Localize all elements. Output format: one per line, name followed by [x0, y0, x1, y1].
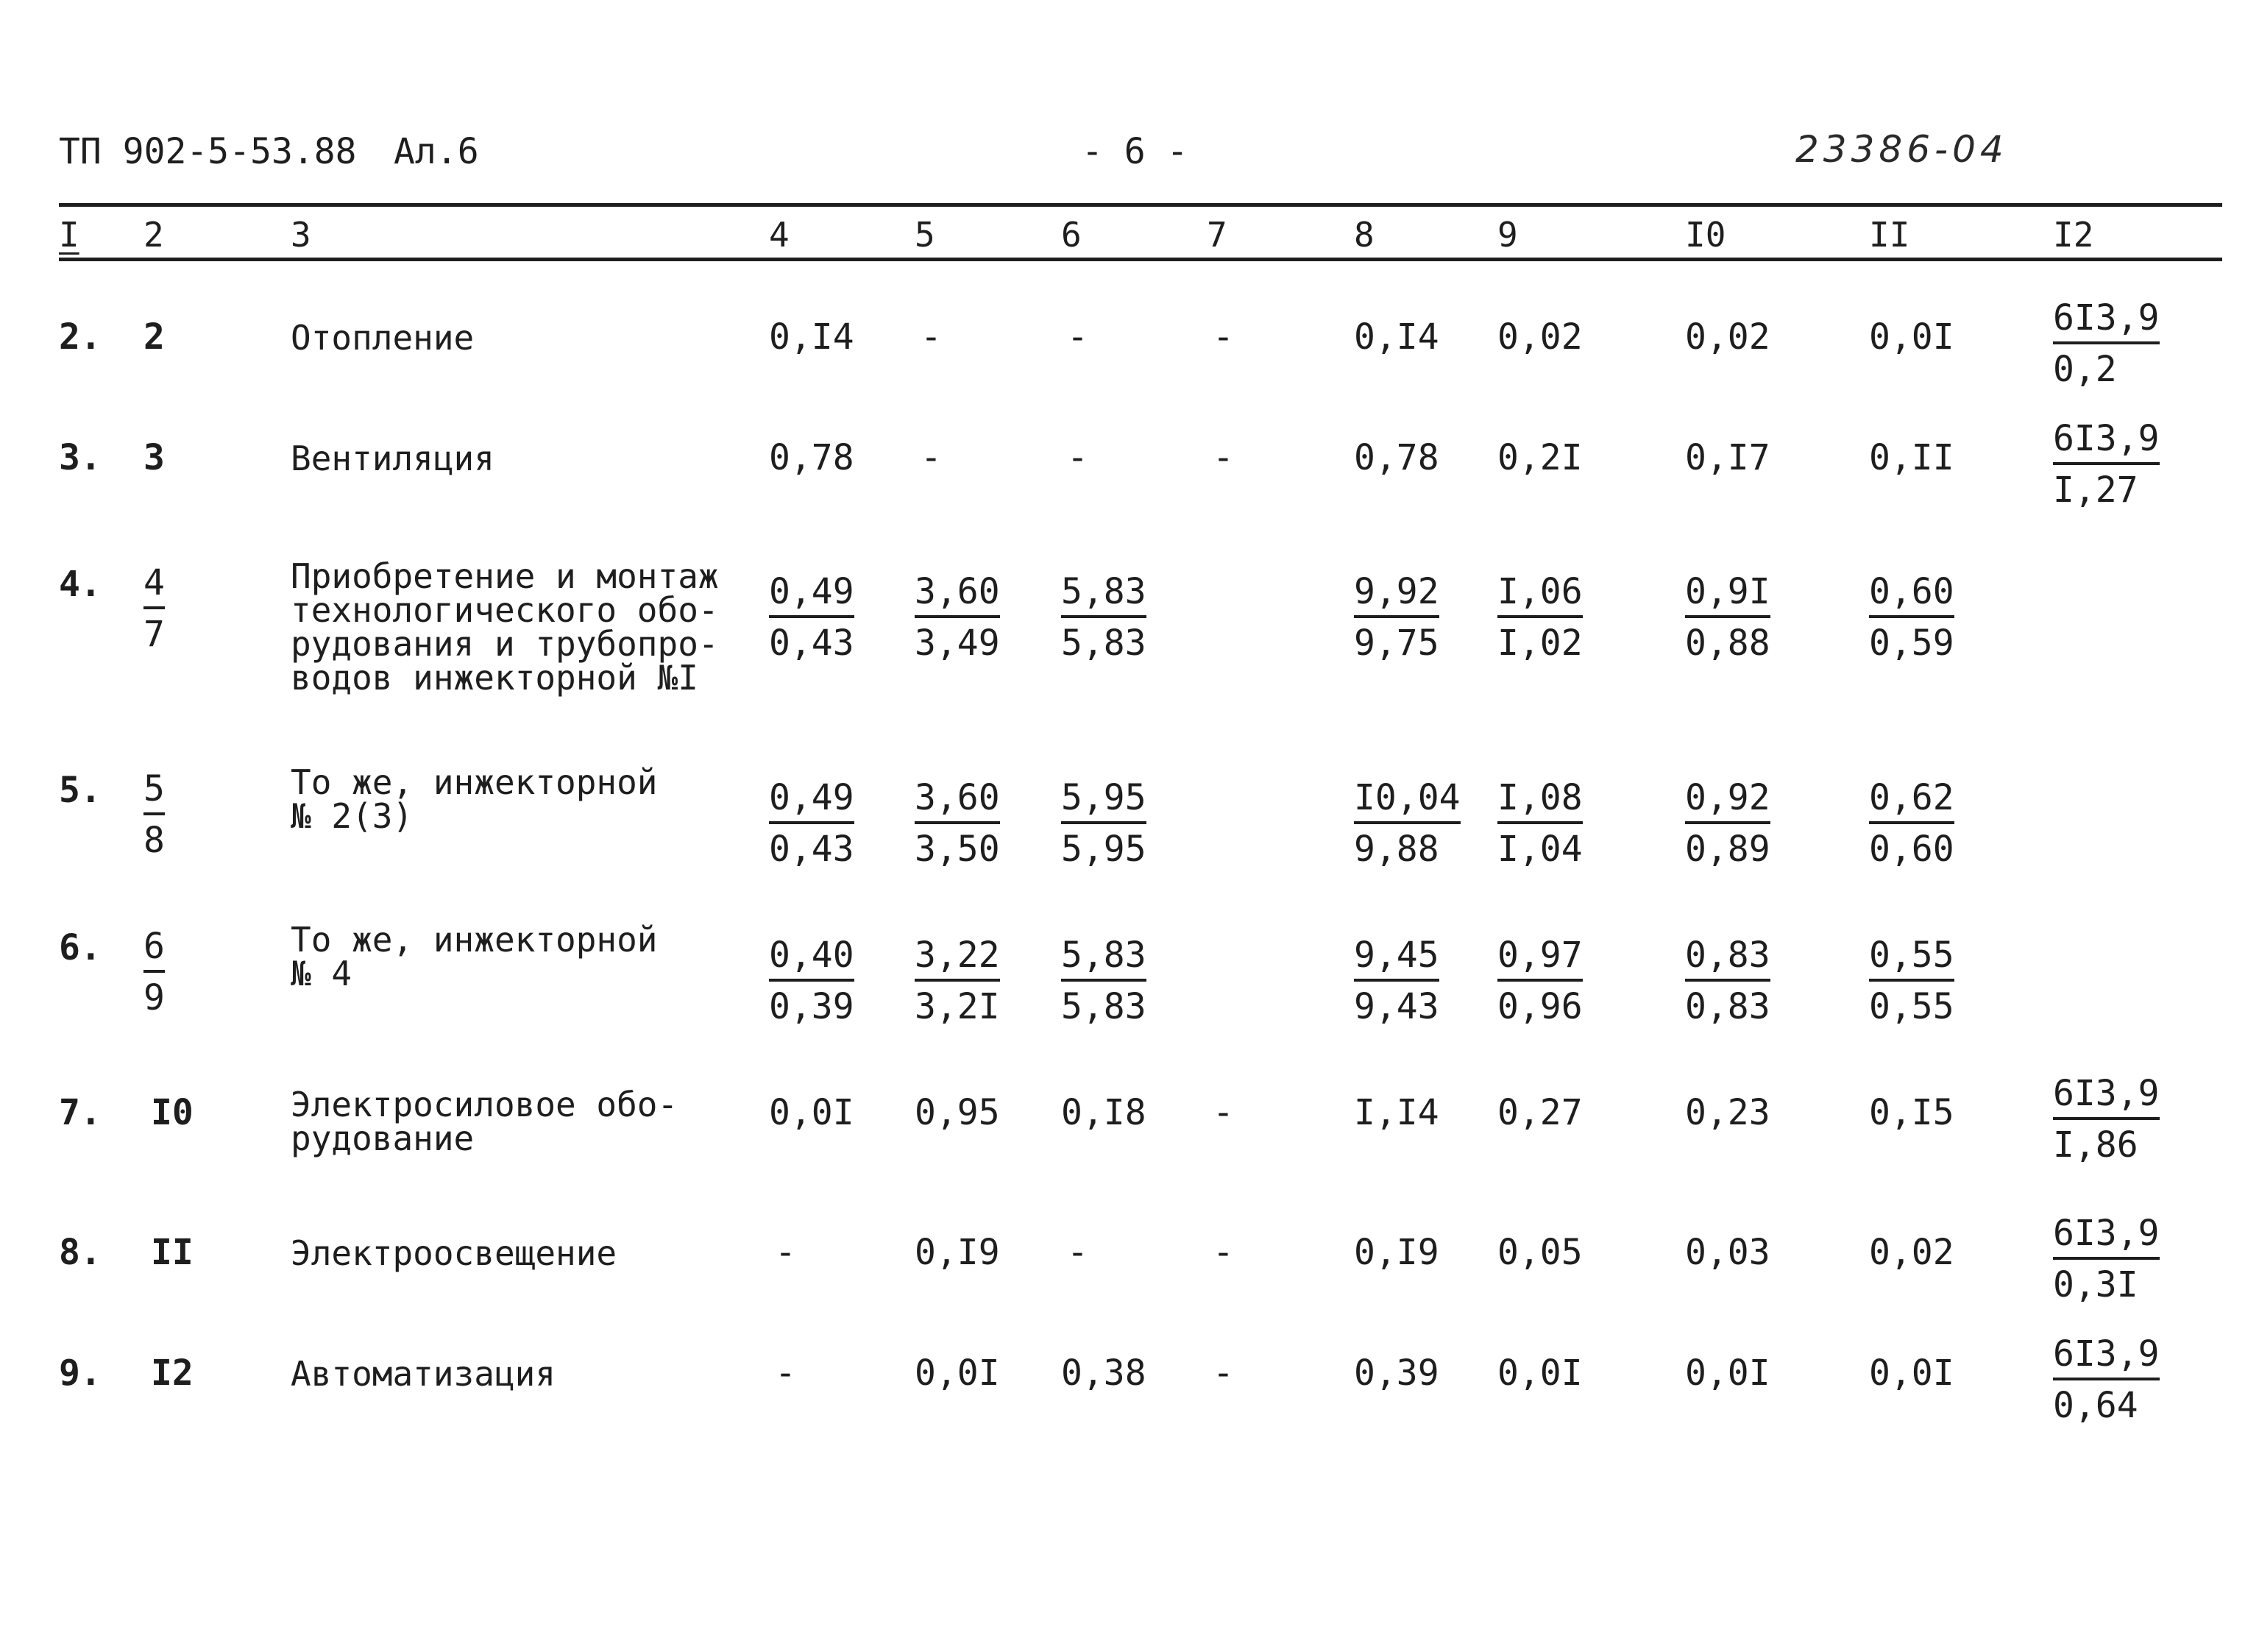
table-cell: 0,I4 [769, 316, 854, 358]
fraction-denominator: 0,64 [2053, 1385, 2138, 1426]
row-code: I0 [151, 1092, 194, 1133]
row-description [291, 920, 658, 993]
table-cell: - [921, 316, 942, 358]
table-cell: - [921, 437, 942, 478]
table-cell: 0,0I [1869, 1353, 1954, 1394]
fraction-cell [1354, 571, 1439, 664]
fraction-cell [1354, 777, 1461, 870]
table-cell: I,I4 [1354, 1092, 1439, 1133]
fraction-cell [143, 562, 165, 655]
row-code: 3 [143, 437, 165, 478]
fraction-cell [769, 935, 854, 1027]
fraction-cell [1497, 571, 1583, 664]
description-line: № 2(3) [291, 796, 414, 836]
fraction-numerator: 9,45 [1354, 937, 1439, 982]
fraction-denominator: 0,39 [769, 986, 854, 1027]
fraction-cell [2053, 1213, 2160, 1305]
fraction-denominator: I,02 [1497, 623, 1583, 664]
fraction-denominator: 5,83 [1061, 986, 1146, 1027]
fraction-denominator: 9 [143, 977, 165, 1018]
fraction-numerator: 0,40 [769, 937, 854, 982]
column-number: 6 [1061, 215, 1082, 255]
table-cell: - [1213, 1232, 1234, 1273]
row-number: 7. [59, 1092, 102, 1133]
fraction-numerator: I0,04 [1354, 780, 1461, 824]
album-number: Ал.6 [394, 131, 479, 172]
description-line: № 4 [291, 954, 352, 993]
table-cell: - [1067, 316, 1088, 358]
fraction-numerator: 6 [143, 929, 165, 973]
row-number: 3. [59, 437, 102, 478]
row-description [291, 762, 658, 836]
column-number: 9 [1497, 215, 1518, 255]
description-line: Электросиловое обо- [291, 1085, 678, 1124]
fraction-denominator: I,86 [2053, 1124, 2138, 1166]
fraction-cell [2053, 1333, 2160, 1426]
fraction-denominator: I,27 [2053, 469, 2138, 511]
table-cell: 0,I9 [915, 1232, 1000, 1273]
row-description [291, 1354, 556, 1394]
fraction-denominator: 0,43 [769, 623, 854, 664]
fraction-numerator: 0,49 [769, 574, 854, 618]
description-line: водов инжекторной №I [291, 658, 698, 698]
table-cell: 0,0I [769, 1092, 854, 1133]
table-cell: - [1213, 1353, 1234, 1394]
fraction-numerator: 6I3,9 [2053, 300, 2160, 344]
column-number: 2 [143, 215, 164, 255]
fraction-cell [1685, 571, 1770, 664]
row-number: 9. [59, 1353, 102, 1394]
fraction-denominator: 0,59 [1869, 623, 1954, 664]
row-code: II [151, 1232, 194, 1273]
table-cell: - [1067, 437, 1088, 478]
table-cell: 0,78 [1354, 437, 1439, 478]
fraction-numerator: 0,83 [1685, 937, 1770, 982]
table-cell: 0,38 [1061, 1353, 1146, 1394]
table-cell: 0,03 [1685, 1232, 1770, 1273]
fraction-denominator: 0,55 [1869, 986, 1954, 1027]
fraction-denominator: 0,83 [1685, 986, 1770, 1027]
row-number: 4. [59, 564, 102, 605]
fraction-cell [915, 777, 1000, 870]
fraction-cell [915, 571, 1000, 664]
fraction-cell [1354, 935, 1439, 1027]
table-cell: 0,II [1869, 437, 1954, 478]
fraction-numerator: 0,92 [1685, 780, 1770, 824]
fraction-cell [915, 935, 1000, 1027]
table-cell: 0,02 [1685, 316, 1770, 358]
description-line: технологического обо- [291, 590, 719, 630]
fraction-numerator: 0,49 [769, 780, 854, 824]
fraction-denominator: 0,96 [1497, 986, 1583, 1027]
document-code: ТП 902-5-53.88 [59, 131, 357, 172]
fraction-cell [143, 768, 165, 861]
table-cell: 0,0I [1497, 1353, 1583, 1394]
column-number: 4 [769, 215, 790, 255]
fraction-numerator: 0,97 [1497, 937, 1583, 982]
description-line: Автоматизация [291, 1354, 556, 1394]
fraction-denominator: 0,60 [1869, 829, 1954, 870]
fraction-denominator: 9,43 [1354, 986, 1439, 1027]
fraction-numerator: 3,60 [915, 780, 1000, 824]
fraction-numerator: I,08 [1497, 780, 1583, 824]
fraction-cell [1685, 935, 1770, 1027]
row-description [291, 318, 475, 358]
fraction-numerator: 6I3,9 [2053, 1336, 2160, 1380]
fraction-numerator: 6I3,9 [2053, 1216, 2160, 1260]
fraction-numerator: 0,55 [1869, 937, 1954, 982]
table-cell: 0,23 [1685, 1092, 1770, 1133]
fraction-cell [1869, 571, 1954, 664]
fraction-denominator: 0,43 [769, 829, 854, 870]
column-number: I2 [2053, 215, 2094, 255]
table-cell: 0,02 [1497, 316, 1583, 358]
table-cell: 0,05 [1497, 1232, 1583, 1273]
table-cell: 0,I8 [1061, 1092, 1146, 1133]
table-cell: - [1213, 316, 1234, 358]
fraction-cell [1061, 571, 1146, 664]
fraction-denominator: 0,3I [2053, 1264, 2138, 1305]
fraction-cell [143, 926, 165, 1018]
table-cell: - [1213, 1092, 1234, 1133]
fraction-denominator: 3,49 [915, 623, 1000, 664]
fraction-cell [1061, 935, 1146, 1027]
table-cell: 0,I7 [1685, 437, 1770, 478]
page-number: - 6 - [1082, 131, 1188, 172]
fraction-numerator: 0,9I [1685, 574, 1770, 618]
table-cell: - [1067, 1232, 1088, 1273]
fraction-numerator: 5,95 [1061, 780, 1146, 824]
row-number: 5. [59, 770, 102, 811]
column-number: 7 [1207, 215, 1227, 255]
fraction-numerator: 6I3,9 [2053, 1076, 2160, 1120]
inventory-number: 23386-04 [1795, 128, 2008, 171]
fraction-numerator: 9,92 [1354, 574, 1439, 618]
row-number: 2. [59, 316, 102, 358]
fraction-cell [1869, 777, 1954, 870]
fraction-numerator: 6I3,9 [2053, 421, 2160, 465]
table-cell: 0,0I [1685, 1353, 1770, 1394]
fraction-denominator: 5,95 [1061, 829, 1146, 870]
row-code: I2 [151, 1353, 194, 1394]
column-number: I [59, 215, 79, 255]
fraction-numerator: 3,60 [915, 574, 1000, 618]
fraction-denominator: 3,2I [915, 986, 1000, 1027]
row-number: 8. [59, 1232, 102, 1273]
table-cell: 0,I4 [1354, 316, 1439, 358]
column-number: 5 [915, 215, 935, 255]
fraction-numerator: 0,60 [1869, 574, 1954, 618]
fraction-cell [1497, 935, 1583, 1027]
fraction-cell [1685, 777, 1770, 870]
table-cell: 0,I9 [1354, 1232, 1439, 1273]
description-line: Приобретение и монтаж [291, 556, 719, 596]
fraction-cell [1061, 777, 1146, 870]
table-cell: 0,78 [769, 437, 854, 478]
fraction-cell [1497, 777, 1583, 870]
fraction-cell [2053, 418, 2160, 511]
row-description [291, 556, 719, 698]
table-cell: - [775, 1353, 796, 1394]
fraction-denominator: 5,83 [1061, 623, 1146, 664]
fraction-numerator: 5,83 [1061, 937, 1146, 982]
column-number: 8 [1354, 215, 1375, 255]
table-top-rule [59, 203, 2222, 207]
description-line: рудования и трубопро- [291, 624, 719, 664]
fraction-cell [2053, 1073, 2160, 1166]
table-header-rule [59, 258, 2222, 261]
fraction-cell [2053, 297, 2160, 390]
table-cell: 0,2I [1497, 437, 1583, 478]
fraction-denominator: 3,50 [915, 829, 1000, 870]
fraction-denominator: 0,2 [2053, 349, 2117, 390]
row-number: 6. [59, 927, 102, 968]
fraction-numerator: I,06 [1497, 574, 1583, 618]
fraction-denominator: I,04 [1497, 829, 1583, 870]
fraction-cell [769, 777, 854, 870]
fraction-numerator: 5 [143, 771, 165, 815]
description-line: То же, инжекторной [291, 762, 658, 802]
column-number: 3 [291, 215, 311, 255]
fraction-cell [769, 571, 854, 664]
table-cell: 0,0I [915, 1353, 1000, 1394]
fraction-numerator: 5,83 [1061, 574, 1146, 618]
fraction-numerator: 3,22 [915, 937, 1000, 982]
fraction-denominator: 9,88 [1354, 829, 1439, 870]
table-cell: 0,0I [1869, 316, 1954, 358]
description-line: Отопление [291, 318, 475, 358]
description-line: рудование [291, 1119, 475, 1158]
fraction-numerator: 0,62 [1869, 780, 1954, 824]
fraction-numerator: 4 [143, 565, 165, 609]
column-number: I0 [1685, 215, 1726, 255]
row-code: 2 [143, 316, 165, 358]
fraction-denominator: 0,89 [1685, 829, 1770, 870]
row-description [291, 439, 494, 478]
description-line: Электроосвещение [291, 1233, 617, 1273]
table-cell: - [775, 1232, 796, 1273]
table-cell: - [1213, 437, 1234, 478]
description-line: Вентиляция [291, 439, 494, 478]
fraction-denominator: 7 [143, 614, 165, 655]
fraction-denominator: 0,88 [1685, 623, 1770, 664]
table-cell: 0,I5 [1869, 1092, 1954, 1133]
column-number: II [1869, 215, 1910, 255]
fraction-cell [1869, 935, 1954, 1027]
table-cell: 0,95 [915, 1092, 1000, 1133]
description-line: То же, инжекторной [291, 920, 658, 960]
table-cell: 0,02 [1869, 1232, 1954, 1273]
fraction-denominator: 8 [143, 820, 165, 861]
fraction-denominator: 9,75 [1354, 623, 1439, 664]
table-cell: 0,27 [1497, 1092, 1583, 1133]
table-cell: 0,39 [1354, 1353, 1439, 1394]
row-description [291, 1085, 678, 1158]
row-description [291, 1233, 617, 1273]
